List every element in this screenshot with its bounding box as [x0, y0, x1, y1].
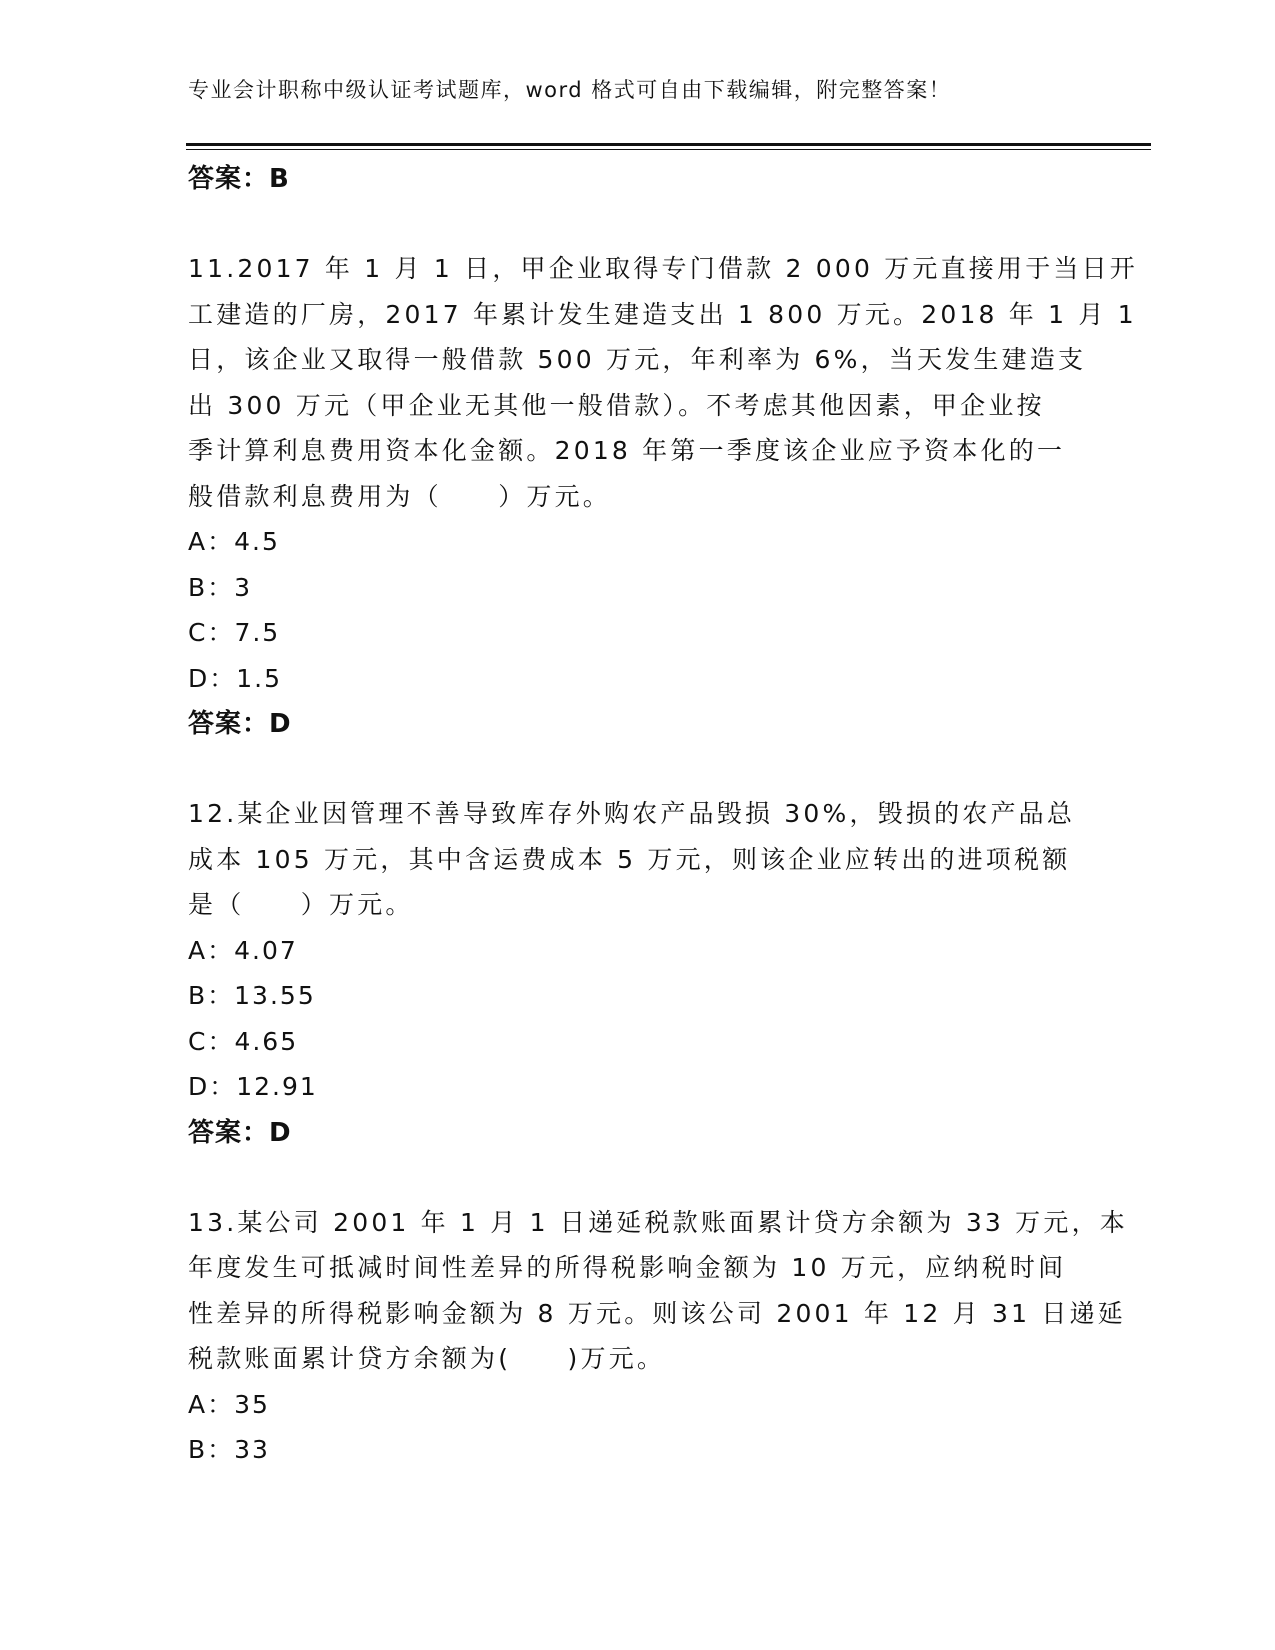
header-rule-thick [186, 143, 1151, 146]
question-line: 年度发生可抵减时间性差异的所得税影响金额为 10 万元，应纳税时间 [188, 1253, 1067, 1282]
question-line: 是（ ）万元。 [188, 890, 414, 919]
question-text [188, 246, 1138, 519]
option-d: D：1.5 [188, 663, 283, 693]
question-line: 出 300 万元（甲企业无其他一般借款）。不考虑其他因素，甲企业按 [188, 390, 1045, 420]
option-d: D：12.91 [188, 1072, 318, 1101]
question-line: 12.某企业因管理不善导致库存外购农产品毁损 30%，毁损的农产品总 [188, 799, 1076, 828]
option-b: B：3 [188, 572, 253, 602]
question-block [188, 246, 1138, 747]
question-line: 季计算利息费用资本化金额。2018 年第一季度该企业应予资本化的一 [188, 436, 1066, 465]
question-line: 11.2017 年 1 月 1 日，甲企业取得专门借款 2 000 万元直接用于当日开 [188, 254, 1138, 283]
option-a: A：4.07 [188, 935, 298, 965]
question-line: 成本 105 万元，其中含运费成本 5 万元，则该企业应转出的进项税额 [188, 844, 1071, 874]
question-line: 性差异的所得税影响金额为 8 万元。则该公司 2001 年 12 月 31 日递延 [188, 1298, 1126, 1328]
option-a: A：35 [188, 1389, 270, 1419]
question-line: 工建造的厂房，2017 年累计发生建造支出 1 800 万元。2018 年 1 月 1 [188, 299, 1137, 329]
question-line: 13.某公司 2001 年 1 月 1 日递延税款账面累计贷方余额为 33 万元，本 [188, 1207, 1128, 1237]
option-b: B：13.55 [188, 981, 316, 1010]
question-text [188, 1200, 1128, 1382]
document-body [188, 156, 1138, 1473]
question-block [188, 791, 1088, 1156]
option-c: C：7.5 [188, 618, 281, 647]
header-rule-thin [186, 149, 1151, 150]
question-text [188, 791, 1088, 928]
question-line: 般借款利息费用为（ ）万元。 [188, 481, 612, 511]
question-line: 日，该企业又取得一般借款 500 万元，年利率为 6%，当天发生建造支 [188, 345, 1087, 374]
answer-line: 答案：D [188, 1117, 292, 1148]
option-a: A：4.5 [188, 527, 280, 556]
answer-line: 答案：B [188, 164, 290, 194]
question-block [188, 1200, 1128, 1473]
option-c: C：4.65 [188, 1026, 299, 1056]
option-b: B：33 [188, 1435, 270, 1464]
page-header: 专业会计职称中级认证考试题库，word 格式可自由下载编辑，附完整答案！ [188, 78, 952, 102]
question-line: 税款账面累计贷方余额为( )万元。 [188, 1344, 666, 1373]
answer-line: 答案：D [188, 709, 292, 739]
